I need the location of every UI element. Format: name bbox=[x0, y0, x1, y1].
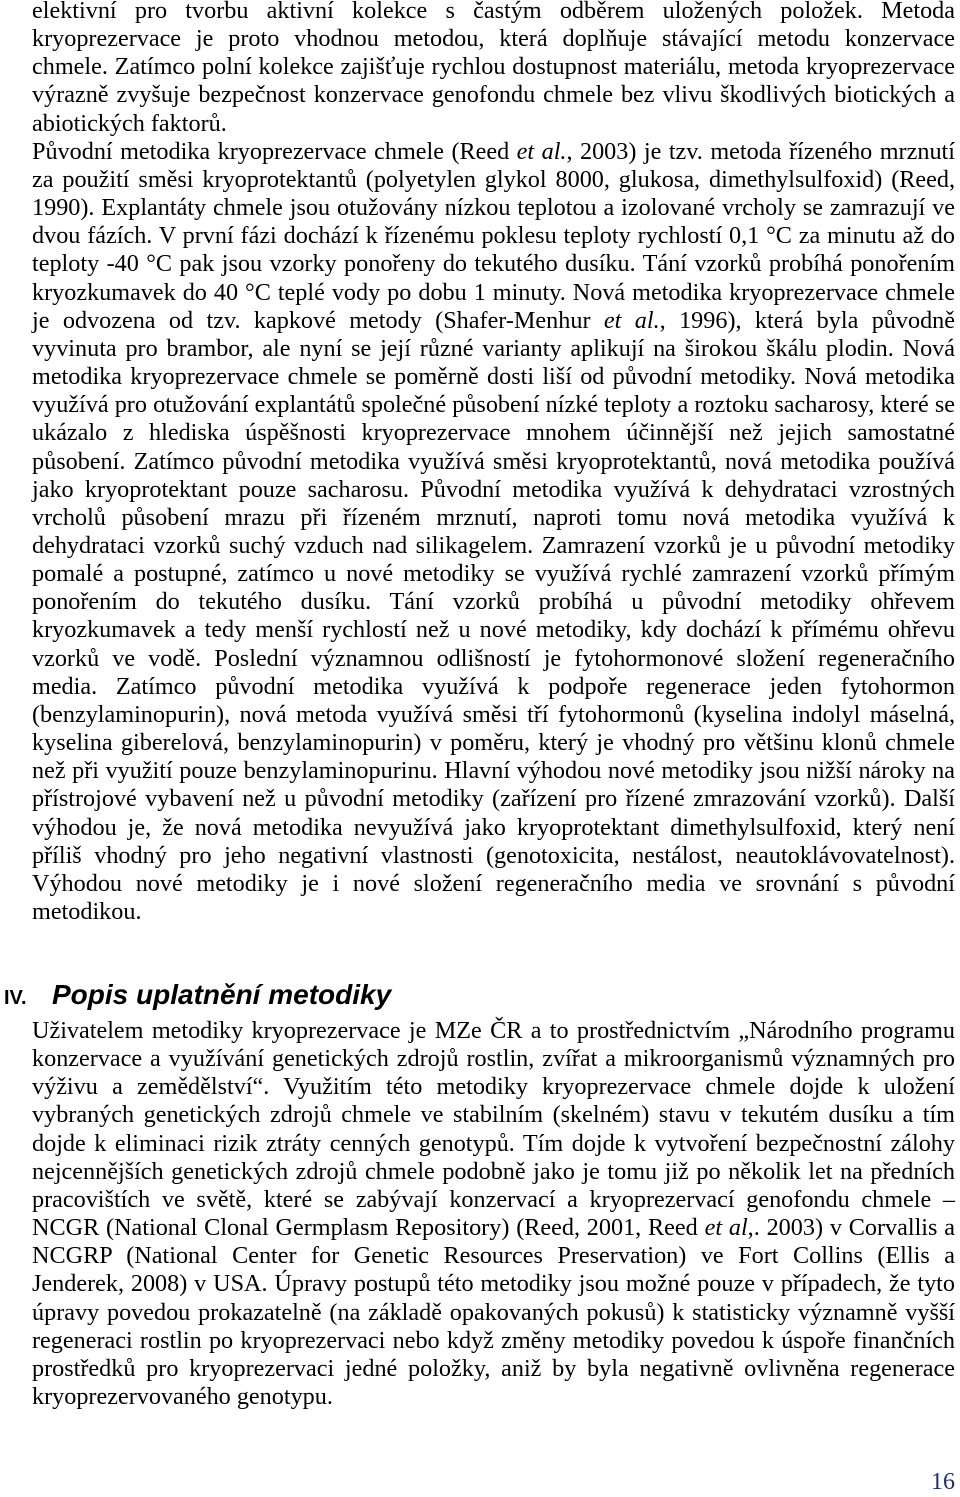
paragraph-method-comparison bbox=[32, 138, 955, 926]
paragraph-cryopreservation-intro bbox=[32, 0, 955, 138]
section-number: IV. bbox=[4, 987, 27, 1009]
page-number: 16 bbox=[931, 1469, 955, 1495]
italic-citation-text: et al. bbox=[603, 306, 660, 334]
section-iv-text-block bbox=[32, 1017, 955, 1411]
paragraph-text: , 2003) je tzv. metoda řízeného mrznutí za použití směsi kryoprotektantů (polyetylen glykol 8000, glukosa, dimethylsulfoxid) (Reed, 1990). Explantáty chmele jsou otužovány nízkou teplotou a izolované vrcholy se zamrazují ve dvou fázích. V první fázi dochází k řízenému poklesu teploty rychlostí 0,1 °C za minutu až do teploty -40 °C pak jsou vzorky ponořeny do tekutého dusíku. Tání vzorků probíhá ponořením kryozkumavek do 40 °C teplé vody po dobu 1 minuty. Nová metodika kryoprezervace chmele je odvozena od tzv. kapkové metody (Shafer-Menhur bbox=[32, 137, 955, 334]
paragraph-text: ,. 2003) v Corvallis a NCGRP (National Center for Genetic Resources Preservation) ve Fort Collins (Ellis a Jenderek, 2008) v USA. Úpravy postupů této metodiky jsou možné pouze v případech, že tyto úpravy povedou prokazatelně (na základě opakovaných pokusů) k statisticky významně vyšší regeneraci rostlin po kryoprezervaci nebo když změny metodiky povedou k úspoře finančních prostředků pro kryoprezervaci jedné položky, aniž by byla negativně ovlivněna regenerace kryoprezervovaného genotypu. bbox=[32, 1214, 955, 1411]
paragraph-method-application bbox=[32, 1017, 955, 1411]
italic-citation-text: et al bbox=[704, 1214, 748, 1242]
paragraph-text: , 1996), která byla původně vyvinuta pro brambor, ale nyní se její různé varianty aplikují na širokou škálu plodin. Nová metodika kryoprezervace chmele se poměrně dosti liší od původní metodiky. Nová metodika využívá pro otužování explantátů společné působení nízké teploty a roztoku sacharosy, které se ukázalo z hlediska úspěšnosti kryoprezervace mnohem účinnější než jejich samostatné působení. Zatímco původní metodika využívá směsi kryoprotektantů, nová metodika používá jako kryoprotektant pouze sacharosu. Původní metodika využívá k dehydrataci vzrostných vrcholů působení mrazu při řízeném mrznutí, naproti tomu nová metodika využívá k dehydrataci vzorků suchý vzduch nad silikagelem. Zamrazení vzorků je u původní metodiky pomalé a postupné, zatímco u nové metodiky se využívá rychlé zamrazení vzorků přímým ponořením do tekutého dusíku. Tání vzorků probíhá u původní metodiky ohřevem kryozkumavek a tedy menší rychlostí než u nové metodiky, kdy dochází k přímému ohřevu vzorků ve vodě. Poslední významnou odlišností je fytohormonové složení regeneračního media. Zatímco původní metodika využívá k podpoře regenerace jeden fytohormon (benzylaminopurin), nová metoda využívá směsi tří fytohormonů (kyselina indolyl máselná, kyselina giberelová, benzylaminopurin) v poměru, který je vhodný pro většinu klonů chmele než při využití pouze benzylaminopurinu. Hlavní výhodou nové metodiky jsou nižší nároky na přístrojové vybavení než u původní metodiky (zařízení pro řízené zmrazování vzorků). Další výhodou je, že nová metodika nevyužívá jako kryoprotektant dimethylsulfoxid, který není příliš vhodný pro jeho negativní vlastnosti (genotoxicita, nestálost, neautoklávovatelnost). Výhodou nové metodiky je i nové složení regeneračního media ve srovnání s původní metodikou. bbox=[32, 306, 955, 925]
paragraph-text: Uživatelem metodiky kryoprezervace je MZe ČR a to prostřednictvím „Národního programu konzervace a využívání genetických zdrojů rostlin, zvířat a mikroorganismů významných pro výživu a zemědělství“. Využitím této metodiky kryoprezervace chmele dojde k uložení vybraných genetických zdrojů chmele ve stabilním (skelném) stavu v tekutém dusíku a tím dojde k eliminaci rizik ztráty cenných genotypů. Tím dojde k vytvoření bezpečnostní zálohy nejcennějších genetických zdrojů chmele podobně jako je tomu již po několik let na předních pracovištích ve světě, které se zabývají konzervací a kryoprezervací genofondu chmele – NCGR (National Clonal Germplasm Repository) (Reed, 2001, Reed bbox=[32, 1017, 955, 1242]
body-text-block bbox=[32, 0, 955, 926]
italic-citation-text: et al. bbox=[516, 137, 567, 165]
paragraph-text: elektivní pro tvorbu aktivní kolekce s častým odběrem uložených položek. Metoda kryoprezervace je proto vhodnou metodou, která doplňuje stávající metodu konzervace chmele. Zatímco polní kolekce zajišťuje rychlou dostupnost materiálu, metoda kryoprezervace výrazně zvyšuje bezpečnost konzervace genofondu chmele bez vlivu škodlivých biotických a abiotických faktorů. bbox=[32, 0, 955, 137]
section-title: Popis uplatnění metodiky bbox=[52, 979, 392, 1010]
paragraph-text: Původní metodika kryoprezervace chmele (Reed bbox=[32, 137, 517, 165]
section-heading bbox=[0, 978, 960, 1012]
